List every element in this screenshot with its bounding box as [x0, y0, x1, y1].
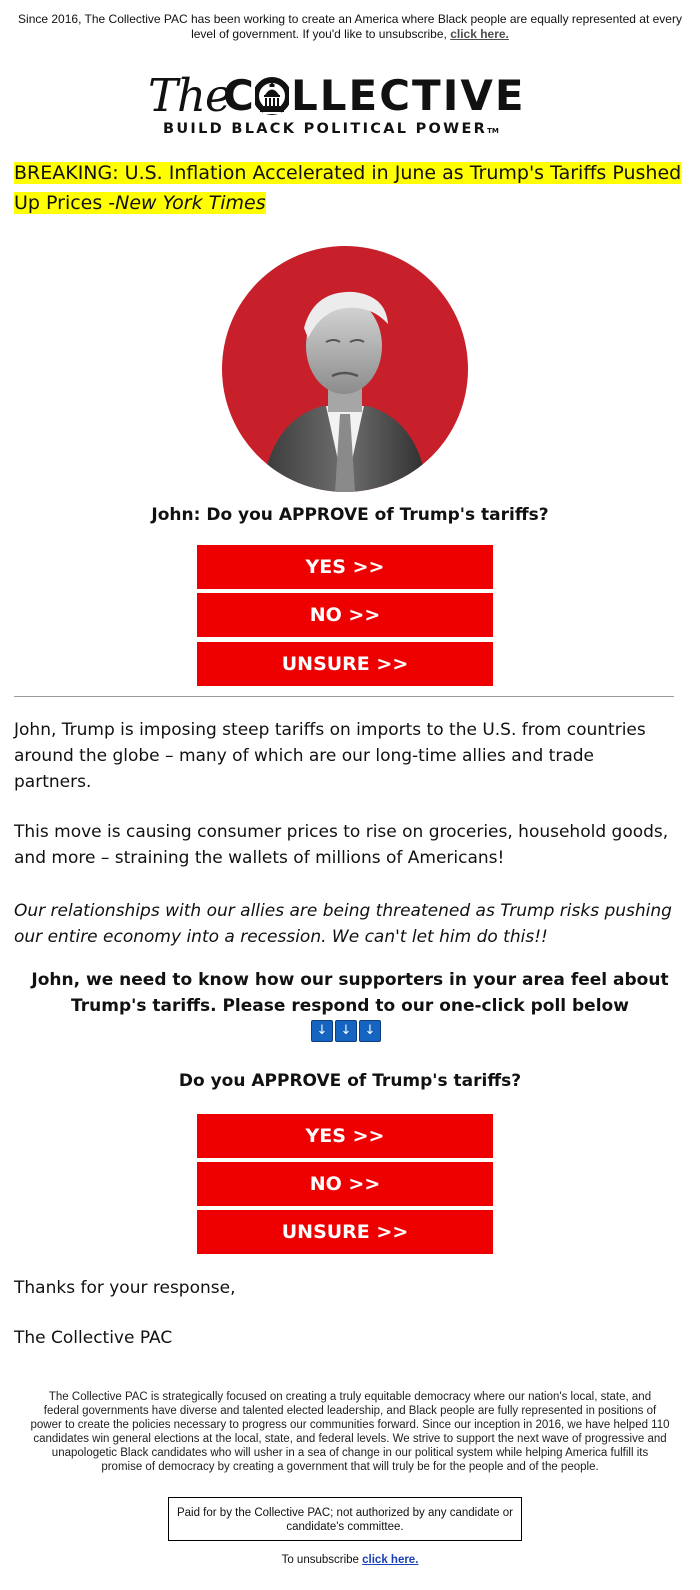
preheader-text: Since 2016, The Collective PAC has been working to create an America where Black people are equally represented at every level of government. If you'd like to unsubscribe, [18, 12, 682, 41]
logo-tagline-text: BUILD BLACK POLITICAL POWER [163, 121, 488, 137]
section-divider [14, 696, 674, 697]
logo-the: The [148, 69, 231, 122]
poll-2-no-button[interactable]: NO >> [197, 1162, 493, 1206]
poll-2-yes-button[interactable]: YES >> [197, 1114, 493, 1158]
preheader-unsubscribe-link[interactable]: click here. [450, 27, 509, 41]
logo-llective: LLECTIVE [291, 71, 526, 120]
poll-1-unsure-button[interactable]: UNSURE >> [197, 642, 493, 686]
poll-1-question: John: Do you APPROVE of Trump's tariffs? [151, 505, 549, 525]
logo-tagline [163, 120, 499, 140]
footer-unsubscribe [14, 1553, 686, 1567]
down-arrow-icon: ↓ [359, 1020, 381, 1042]
poll-2-unsure-button[interactable]: UNSURE >> [197, 1210, 493, 1254]
down-arrow-icon: ↓ [335, 1020, 357, 1042]
paid-for-disclaimer: Paid for by the Collective PAC; not authorized by any candidate or candidate's committee. [168, 1497, 522, 1541]
poll-callout: John, we need to know how our supporters in your area feel about Trump's tariffs. Please respond to our one-click poll below [31, 970, 669, 1016]
headline-highlight [14, 162, 681, 214]
signoff-thanks: Thanks for your response, [14, 1278, 236, 1298]
logo-trademark: TM [487, 127, 499, 135]
capitol-dome-icon [255, 76, 289, 116]
logo-c: C [223, 71, 254, 120]
trump-portrait-image[interactable] [222, 246, 468, 492]
headline-source: New York Times [115, 192, 266, 214]
body-paragraph-2: This move is causing consumer prices to rise on groceries, household goods, and more – straining the wallets of millions of Americans! [14, 822, 669, 868]
footer-unsubscribe-text: To unsubscribe [281, 1554, 359, 1566]
down-arrows [311, 1020, 383, 1042]
headline-text: BREAKING: U.S. Inflation Accelerated in June as Trump's Tariffs Pushed Up Prices - [14, 162, 682, 214]
down-arrow-icon: ↓ [311, 1020, 333, 1042]
signoff-sender: The Collective PAC [14, 1328, 173, 1348]
poll-1-yes-button[interactable]: YES >> [197, 545, 493, 589]
poll-2-question: Do you APPROVE of Trump's tariffs? [178, 1071, 522, 1091]
logo-wordmark [145, 69, 535, 122]
body-paragraph-3: Our relationships with our allies are being threatened as Trump risks pushing our entire economy into a recession. We can't let him do this!! [14, 901, 672, 947]
preheader [14, 12, 686, 42]
breaking-headline [14, 158, 684, 218]
poll-1-no-button[interactable]: NO >> [197, 593, 493, 637]
collective-logo[interactable] [145, 69, 535, 144]
footer-about: The Collective PAC is strategically focused on creating a truly equitable democracy where our nation's local, state, and federal governments have diverse and talented elected leadership, and Black people are fully represented in positions of power to create the policies necessary to progress our communities forward. Since our inception in 2016, we have helped 110 candidates win general elections at the local, state, and federal levels. We strive to support the next wave of progressive and unapologetic Black candidates who will usher in a sea of change in our political system while helping America fulfill its promise of democracy by creating a government that will truly be for the people and of the people. [30, 1391, 670, 1473]
body-paragraph-1: John, Trump is imposing steep tariffs on imports to the U.S. from countries around the globe – many of which are our long-time allies and trade partners. [14, 720, 646, 792]
footer-unsubscribe-link[interactable]: click here. [362, 1554, 419, 1566]
